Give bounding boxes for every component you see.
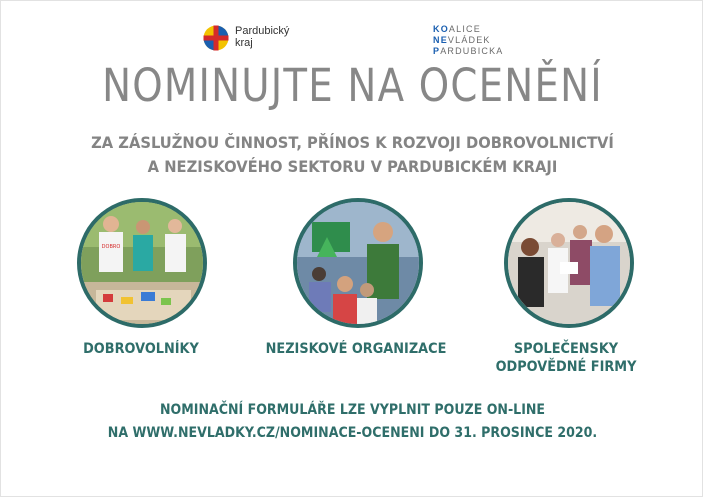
ngo-photo [293,198,423,328]
footer-line-2: NA WWW.NEVLADKY.CZ/NOMINACE-OCENENI DO 31. PROSINCE 2020. [107,425,598,441]
koalice-line-1 [433,24,504,35]
koalice-line-2 [433,35,504,46]
category-companies-line-1: SPOLEČENSKY [513,341,619,357]
main-title: NOMINUJTE NA OCENĚNÍ [102,59,603,112]
koalice-line-1-initial: KO [433,24,449,34]
svg-text:DOBRO: DOBRO [101,244,121,250]
pardubicky-kraj-logo [203,25,289,51]
subtitle-line-1: ZA ZÁSLUŽNOU ČINNOST, PŘÍNOS K ROZVOJI DOBROVOLNICTVÍ [91,133,614,152]
subtitle [29,131,676,179]
koalice-line-2-rest: VLÁDEK [447,35,491,45]
koalice-line-3-initial: P [433,46,441,56]
category-volunteers: DOBROVOLNÍKY [83,341,199,357]
footer-instructions [36,399,669,445]
koalice-line-1-rest: ALICE [448,24,481,34]
companies-photo [504,198,634,328]
category-companies [474,340,658,376]
category-companies-line-2: ODPOVĚDNÉ FIRMY [495,359,637,375]
category-ngos: NEZISKOVÉ ORGANIZACE [265,341,447,357]
footer-line-1: NOMINAČNÍ FORMULÁŘE LZE VYPLNIT POUZE ON-LINE [159,402,546,418]
subtitle-line-2: A NEZISKOVÉHO SEKTORU V PARDUBICKÉM KRAJI [147,157,558,176]
koalice-line-3-rest: ARDUBICKA [440,46,504,56]
koalice-line-3 [433,46,504,57]
koalice-line-2-initial: NE [433,35,448,45]
logo-line-2: kraj [235,37,253,49]
logo-line-1: Pardubický [235,25,290,37]
volunteers-photo [77,198,207,328]
koalice-nevladek-logo [433,24,504,57]
regional-cross-emblem-icon [203,25,229,51]
